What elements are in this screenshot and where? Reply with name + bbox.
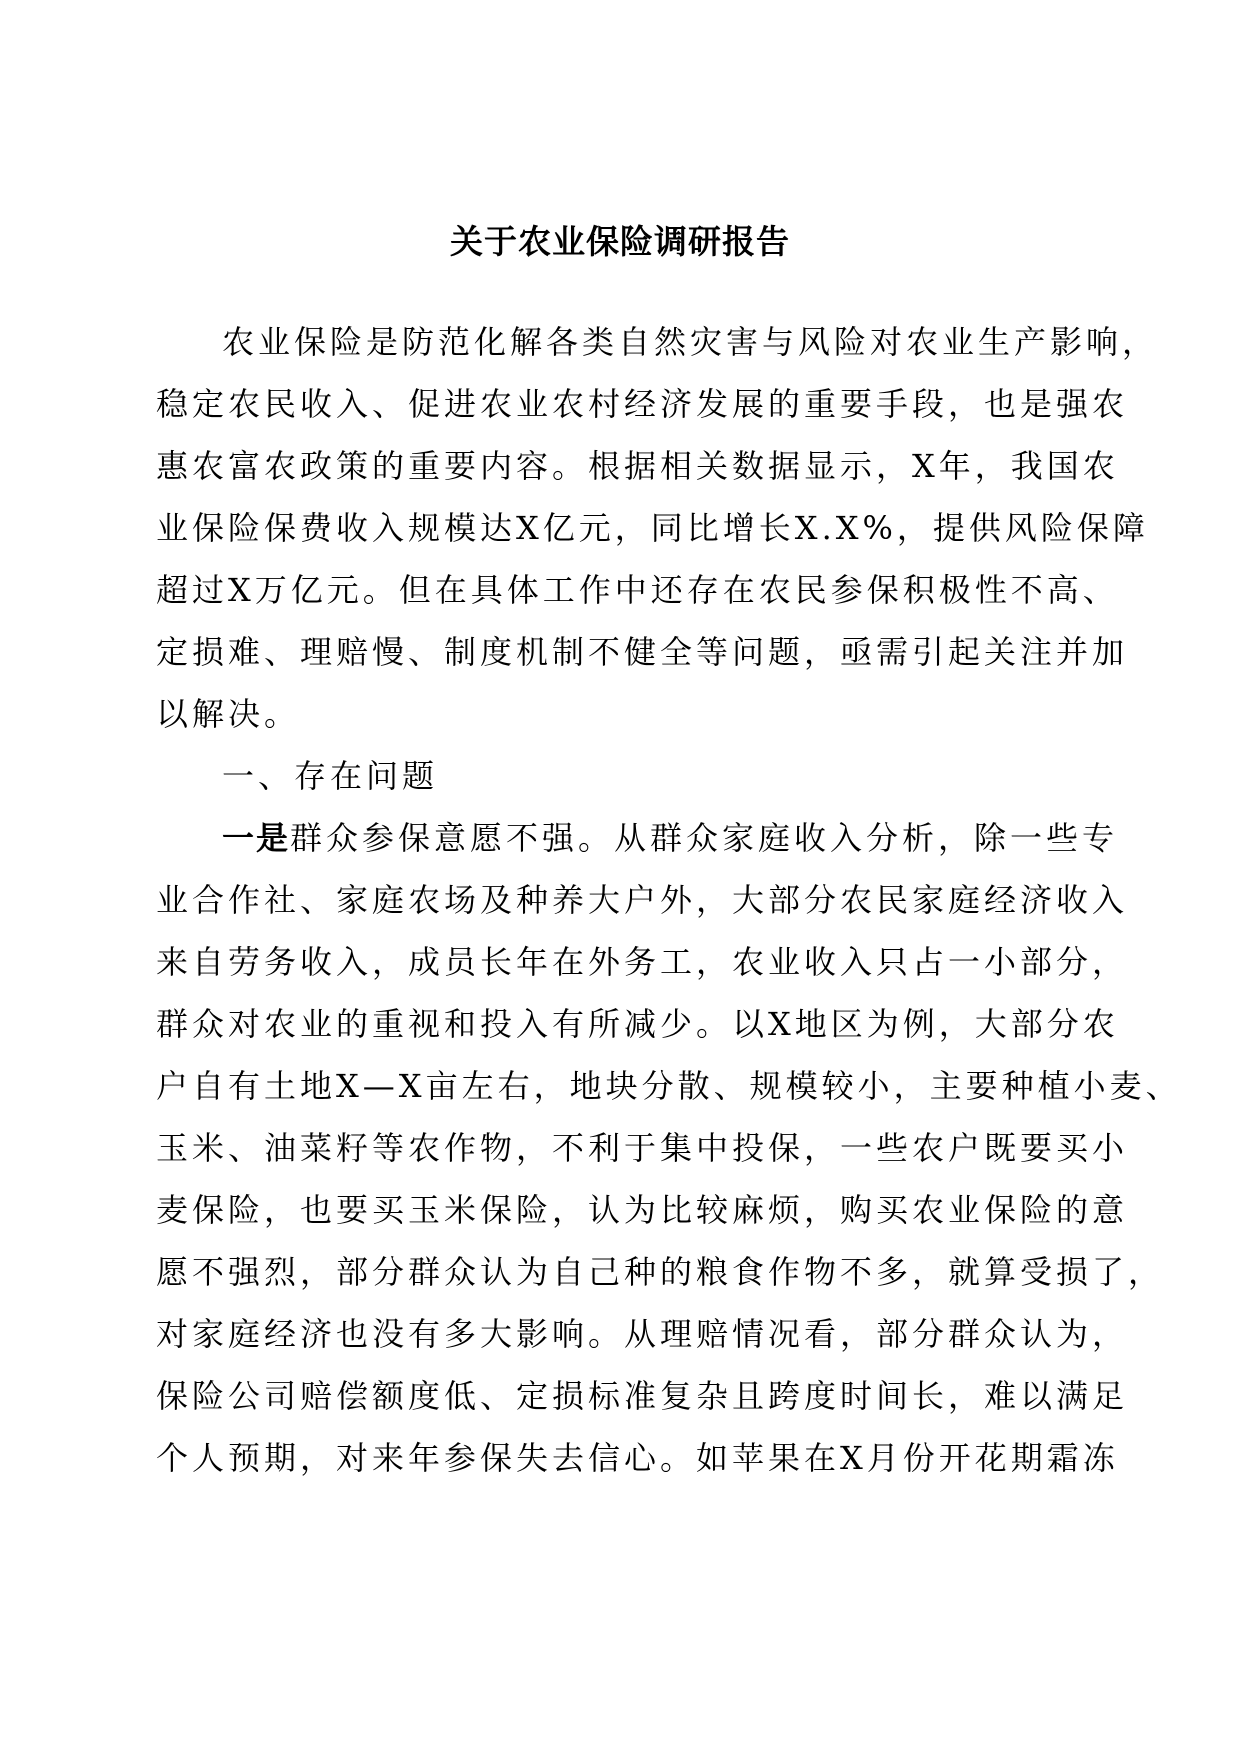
intro-line: 惠农富农政策的重要内容。根据相关数据显示，X年，我国农 (156, 447, 1119, 485)
point-one-line: 麦保险，也要买玉米保险，认为比较麻烦，购买农业保险的意 (156, 1191, 1129, 1229)
document-title: 关于农业保险调研报告 (450, 222, 790, 261)
intro-line: 农业保险是防范化解各类自然灾害与风险对农业生产影响， (222, 323, 1159, 361)
intro-line: 业保险保费收入规模达X亿元，同比增长X.X%，提供风险保障 (156, 509, 1149, 547)
section-heading: 一、存在问题 (222, 757, 439, 795)
point-one-line: 个人预期，对来年参保失去信心。如苹果在X月份开花期霜冻 (156, 1439, 1119, 1477)
point-one-line: 玉米、油菜籽等农作物，不利于集中投保，一些农户既要买小 (156, 1129, 1129, 1167)
point-one-first-text: 群众参保意愿不强。从群众家庭收入分析，除一些专 (290, 819, 1119, 857)
point-one-line: 业合作社、家庭农场及种养大户外，大部分农民家庭经济收入 (156, 881, 1129, 919)
point-one-line: 群众对农业的重视和投入有所减少。以X地区为例，大部分农 (156, 1005, 1119, 1043)
point-one-first-line (222, 818, 1118, 858)
point-one-line: 对家庭经济也没有多大影响。从理赔情况看，部分群众认为， (156, 1315, 1129, 1353)
point-one-line: 来自劳务收入，成员长年在外务工，农业收入只占一小部分， (156, 943, 1129, 981)
intro-line: 稳定农民收入、促进农业农村经济发展的重要手段，也是强农 (156, 385, 1129, 423)
point-one-line: 愿不强烈，部分群众认为自己种的粮食作物不多，就算受损了， (156, 1253, 1165, 1291)
point-one-lead: 一是 (222, 819, 291, 857)
intro-line: 定损难、理赔慢、制度机制不健全等问题，亟需引起关注并加 (156, 633, 1129, 671)
intro-line: 超过X万亿元。但在具体工作中还存在农民参保积极性不高、 (156, 571, 1119, 609)
point-one-line: 保险公司赔偿额度低、定损标准复杂且跨度时间长，难以满足 (156, 1377, 1129, 1415)
intro-line: 以解决。 (156, 695, 301, 733)
point-one-line: 户自有土地X—X亩左右，地块分散、规模较小，主要种植小麦、 (156, 1067, 1182, 1105)
